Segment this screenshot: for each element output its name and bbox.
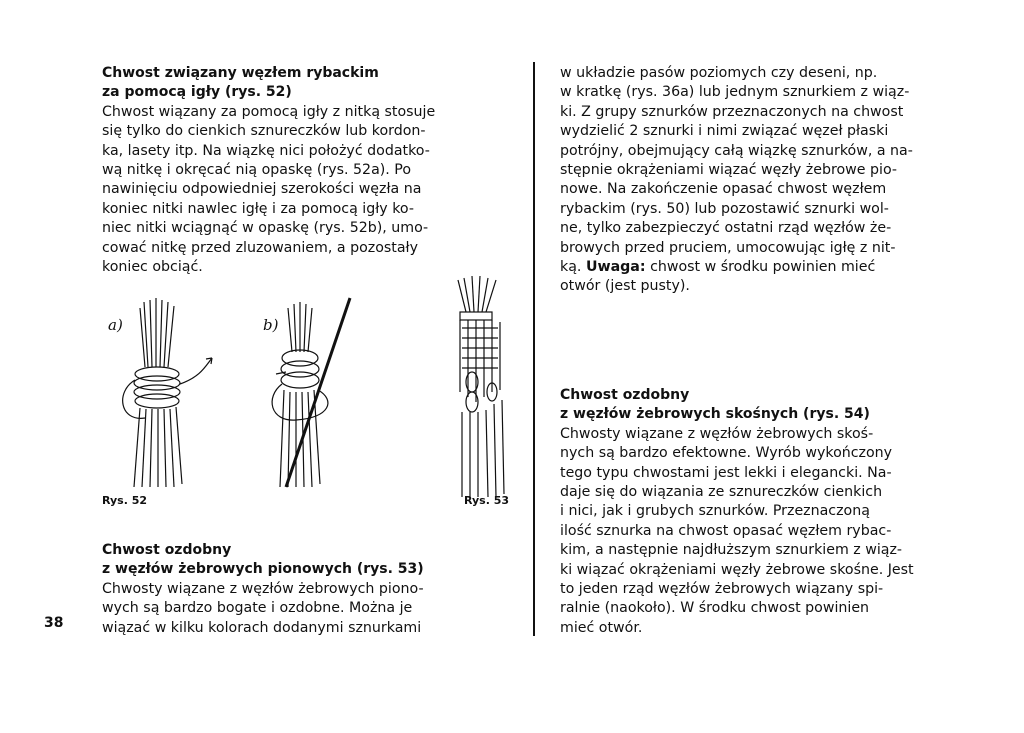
text-line: ilość sznurka na chwost opasać węzłem rybac- (560, 522, 892, 539)
text-line: kim, a następnie najdłuższym sznurkiem z wiąz- (560, 542, 903, 559)
paragraph (102, 580, 516, 638)
text-line: rybackim (rys. 50) lub pozostawić sznurki wol- (560, 200, 889, 217)
text-line: ki wiązać okrążeniami węzły żebrowe skośne. Jest (560, 561, 914, 578)
note-label: Uwaga: (585, 259, 646, 276)
heading-line: Chwost ozdobny (102, 542, 232, 558)
text-line: daje się do wiązania ze sznureczków cienkich (560, 484, 883, 501)
text-line: nawinięciu odpowiedniej szerokości węzła na (102, 181, 422, 198)
section-fishermans-knot (102, 64, 516, 277)
text-line: ka, lasety itp. Na wiązkę nici położyć dodatko- (102, 142, 430, 159)
paragraph (560, 64, 978, 297)
section-continuation (560, 64, 978, 297)
text-line: się tylko do cienkich sznureczków lub kordon- (102, 123, 426, 140)
page-number: 38 (44, 615, 64, 631)
text-line: wych są bardzo bogate i ozdobne. Można je (102, 600, 413, 617)
paragraph (560, 425, 978, 638)
text-line: koniec nitki nawlec igłę i za pomocą igły ko- (102, 200, 414, 217)
text-line: ki. Z grupy sznurków przeznaczonych na chwost (560, 103, 904, 120)
text-line: nowe. Na zakończenie opasać chwost węzłem (560, 181, 887, 198)
text-line: w kratkę (rys. 36a) lub jednym sznurkiem z wiąz- (560, 84, 910, 101)
paragraph (102, 103, 516, 278)
heading-line: z węzłów żebrowych pionowych (rys. 53) (102, 561, 424, 578)
text-line: w układzie pasów poziomych czy deseni, np. (560, 65, 878, 81)
section-diagonal-rib-knots (560, 386, 978, 638)
text-line: cować nitkę przed zluzowaniem, a pozostały (102, 239, 418, 256)
text-line: potrójny, obejmujący całą wiązkę sznurków, a na- (560, 142, 913, 159)
figure-52a-drawing (123, 298, 212, 487)
text-line: koniec obciąć. (102, 259, 203, 276)
text-line: wą nitkę i okręcać nią opaskę (rys. 52a). Po (102, 162, 412, 179)
text-line: to jeden rząd węzłów żebrowych wiązany spi- (560, 581, 884, 598)
figure-label-b: b) (263, 316, 279, 334)
section-vertical-rib-knots (102, 541, 516, 638)
text-line: ralnie (naokoło). W środku chwost powinien (560, 600, 870, 617)
text-line: Chwost wiązany za pomocą igły z nitką stosuje (102, 103, 436, 120)
figure-53-drawing (458, 276, 504, 497)
heading-line: z węzłów żebrowych skośnych (rys. 54) (560, 406, 870, 423)
column-divider (533, 62, 535, 636)
text-line: wydzielić 2 sznurki i nimi związać węzeł płaski (560, 123, 889, 140)
text-line: tego typu chwostami jest lekki i elegancki. Na- (560, 464, 892, 481)
section-heading (560, 386, 978, 425)
text-line (560, 258, 978, 277)
text-line: i nici, jak i grubych sznurków. Przeznaczoną (560, 503, 870, 520)
text-line: nych są bardzo efektowne. Wyrób wykończony (560, 445, 893, 462)
text-line: Chwosty wiązane z węzłów żebrowych piono- (102, 580, 424, 597)
figure-label-a: a) (108, 316, 123, 334)
section-heading (102, 541, 516, 580)
tassel-illustrations (100, 272, 520, 502)
text-line: wiązać w kilku kolorach dodanymi sznurkami (102, 619, 422, 636)
heading-line: za pomocą igły (rys. 52) (102, 84, 292, 101)
text-fragment: chwost w środku powinien mieć (650, 259, 876, 276)
text-line: niec nitki wciągnąć w opaskę (rys. 52b), umo- (102, 220, 429, 237)
text-fragment: ką. (560, 259, 582, 276)
text-line: browych przed pruciem, umocowując igłę z nit- (560, 239, 896, 256)
text-line: Chwosty wiązane z węzłów żebrowych skoś- (560, 425, 874, 442)
text-line: stępnie okrążeniami wiązać węzły żebrowe pio- (560, 162, 898, 179)
heading-line: Chwost ozdobny (560, 387, 690, 403)
figure-caption-52: Rys. 52 (102, 494, 148, 507)
figure-52b-drawing (272, 298, 350, 487)
text-line: otwór (jest pusty). (560, 278, 690, 295)
figures-52-53 (100, 272, 520, 507)
figure-caption-53: Rys. 53 (464, 494, 510, 507)
text-line: mieć otwór. (560, 619, 643, 636)
text-line: ne, tylko zabezpieczyć ostatni rząd węzłów że- (560, 220, 892, 237)
section-heading (102, 64, 516, 103)
heading-line: Chwost związany węzłem rybackim (102, 65, 379, 81)
